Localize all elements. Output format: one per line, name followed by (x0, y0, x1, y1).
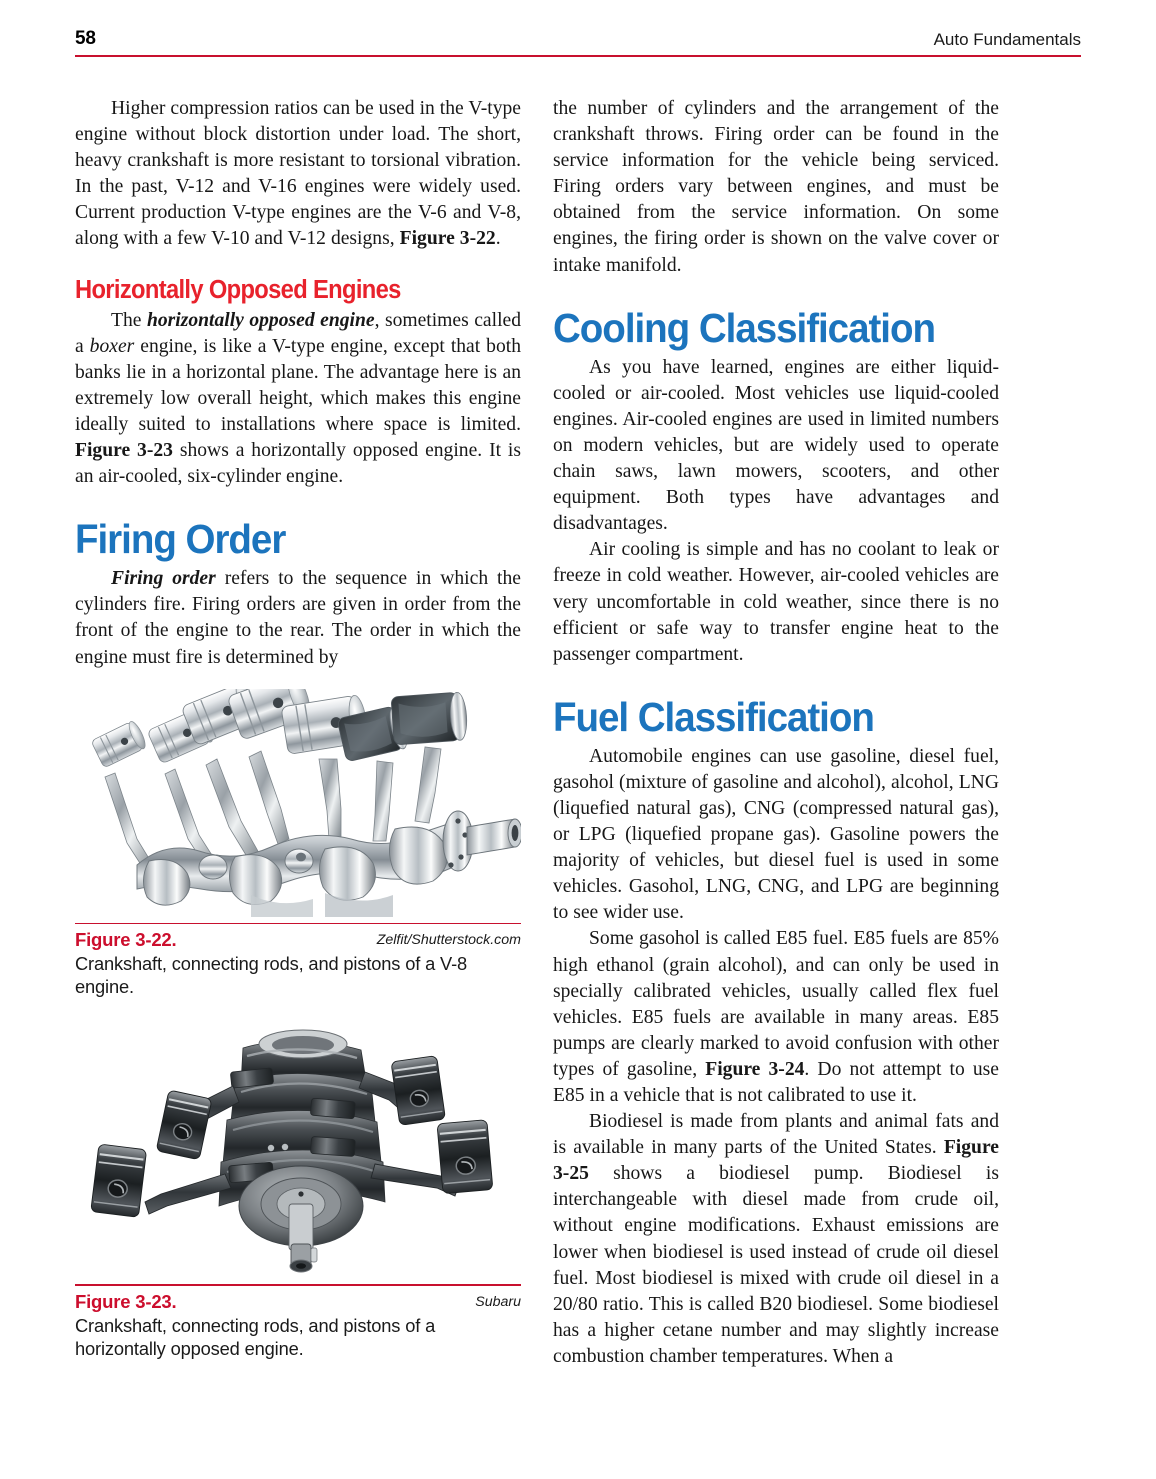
heading-cooling-classification: Cooling Classification (553, 304, 935, 351)
paragraph-fuel-types: Automobile engines can use gasoline, diesel fuel, gasohol (mixture of gasoline and alcohol), alcohol, LNG (liquefied natural gas), CNG (compressed natural gas), or LPG (liquefied propane gas). Gasoline powers the majority of vehicles, but diesel fuel is used in some vehicles. Gasohol, LNG, CNG, and LPG are beginning to see wider use. (553, 745, 999, 924)
figure-caption-header (75, 1291, 521, 1314)
figure-reference-3-25: Figure 3-25 (553, 1137, 999, 1185)
paragraph-biodiesel (553, 1109, 999, 1370)
figure-3-23 (75, 1016, 521, 1360)
figure-label: Figure 3-22. (75, 929, 177, 951)
paragraph-higher-compression (75, 96, 521, 253)
figure-reference-3-22: Figure 3-22 (399, 228, 496, 250)
book-title: Auto Fundamentals (933, 30, 1081, 49)
figure-caption-rule (75, 1284, 521, 1286)
heading-firing-order: Firing Order (75, 516, 286, 563)
paragraph-text: refers to the sequence in which the cylinders fire. Firing orders are given in order from the front of the engine to the rear. The order in which the engine must fire is determined by (75, 568, 521, 668)
v8-crankshaft-photo (75, 689, 521, 917)
header-rule (75, 55, 1081, 57)
paragraph-cooling-types: As you have learned, engines are either liquid-cooled or air-cooled. Most vehicles use liquid-cooled engines. Air-cooled engines are used in limited numbers on modern vehicles, but are widely used to operate chain saws, lawn mowers, scooters, and other equipment. Both types have advantages and disadvantages. (553, 356, 999, 535)
boxer-crankshaft-photo (75, 1016, 521, 1278)
paragraph-firing-order-continued: the number of cylinders and the arrangement of the crankshaft throws. Firing order can be found in the service information for the vehicle being serviced. Firing orders vary between engines, and must be obtained from the service information. On some engines, the firing order is shown on the valve cover or intake manifold. (553, 98, 999, 276)
paragraph-tail: . (495, 228, 501, 250)
figure-reference-3-23: Figure 3-23 (75, 440, 173, 462)
figure-credit: Zelfit/Shutterstock.com (376, 932, 521, 949)
figure-3-22 (75, 689, 521, 999)
paragraph-text: Higher compression ratios can be used in the V-type engine without block distortion under load. The short, heavy crankshaft is more resistant to torsional vibration. In the past, V-12 and V-16 engines were widely used. Current production V-type engines are the V-6 and V-8, along with a few V-10 and V-12 designs, (75, 98, 522, 250)
figure-caption-header (75, 929, 521, 952)
figure-caption-rule (75, 923, 521, 925)
paragraph-text: Biodiesel is made from plants and animal fats and is available in many parts of the United States. (553, 1111, 999, 1159)
paragraph-air-cooling: Air cooling is simple and has no coolant to leak or freeze in cold weather. However, air-cooled vehicles are very uncomfortable in cold weather, since there is no efficient or safe way to transfer engine heat to the passenger compartment. (553, 539, 999, 665)
heading-horizontally-opposed-engines: Horizontally Opposed Engines (75, 275, 401, 304)
paragraph-horizontally-opposed (75, 308, 521, 491)
term-boxer: boxer (89, 335, 135, 357)
term-firing-order: Firing order (111, 568, 216, 590)
figure-caption-text: Crankshaft, connecting rods, and pistons of a horizontally opposed engine. (75, 1314, 436, 1359)
paragraph-text: The (111, 309, 147, 331)
paragraph-text: shows a biodiesel pump. Biodiesel is interchangeable with diesel made from crude oil, without engine modifications. Exhaust emissions are lower when biodiesel is used instead of crude oil diesel fuel. Most biodiesel is mixed with crude oil diesel in a 20/80 ratio. This is called B20 biodiesel. Some biodiesel has a higher cetane number and may slightly increase combustion chamber temperatures. When a (553, 1163, 999, 1367)
right-column (553, 96, 999, 1370)
paragraph-text: . Do not attempt to use E85 in a vehicle that is not calibrated to use it. (553, 1058, 1000, 1106)
figure-reference-3-24: Figure 3-24 (705, 1058, 805, 1080)
paragraph-text: Some gasohol is called E85 fuel. E85 fuels are 85% high ethanol (grain alcohol), and can only be used in specially calibrated vehicles, usually called flex fuel vehicles. E85 fuels are available in many areas. E85 pumps are clearly marked to avoid confusion with other types of gasoline, (553, 928, 999, 1080)
figure-label: Figure 3-23. (75, 1290, 177, 1312)
figure-caption-text: Crankshaft, connecting rods, and pistons of a V-8 engine. (75, 953, 468, 998)
page-number: 58 (75, 28, 96, 49)
heading-fuel-classification: Fuel Classification (553, 693, 874, 740)
paragraph-firing-order (75, 566, 521, 670)
figure-credit: Subaru (475, 1293, 521, 1310)
paragraph-text: engine, is like a V-type engine, except that both banks lie in a horizontal plane. The advantage here is an extremely low overall height, which makes this engine ideally suited to installations where space is limited. (75, 335, 521, 435)
term-horizontally-opposed-engine: horizontally opposed engine (146, 309, 375, 331)
paragraph-text: shows a horizontally opposed engine. It is an air-cooled, six-cylinder engine. (75, 440, 522, 488)
paragraph-text: , sometimes called a (75, 309, 522, 357)
left-column (75, 96, 521, 1360)
running-head (75, 28, 1081, 58)
paragraph-e85 (553, 926, 999, 1109)
